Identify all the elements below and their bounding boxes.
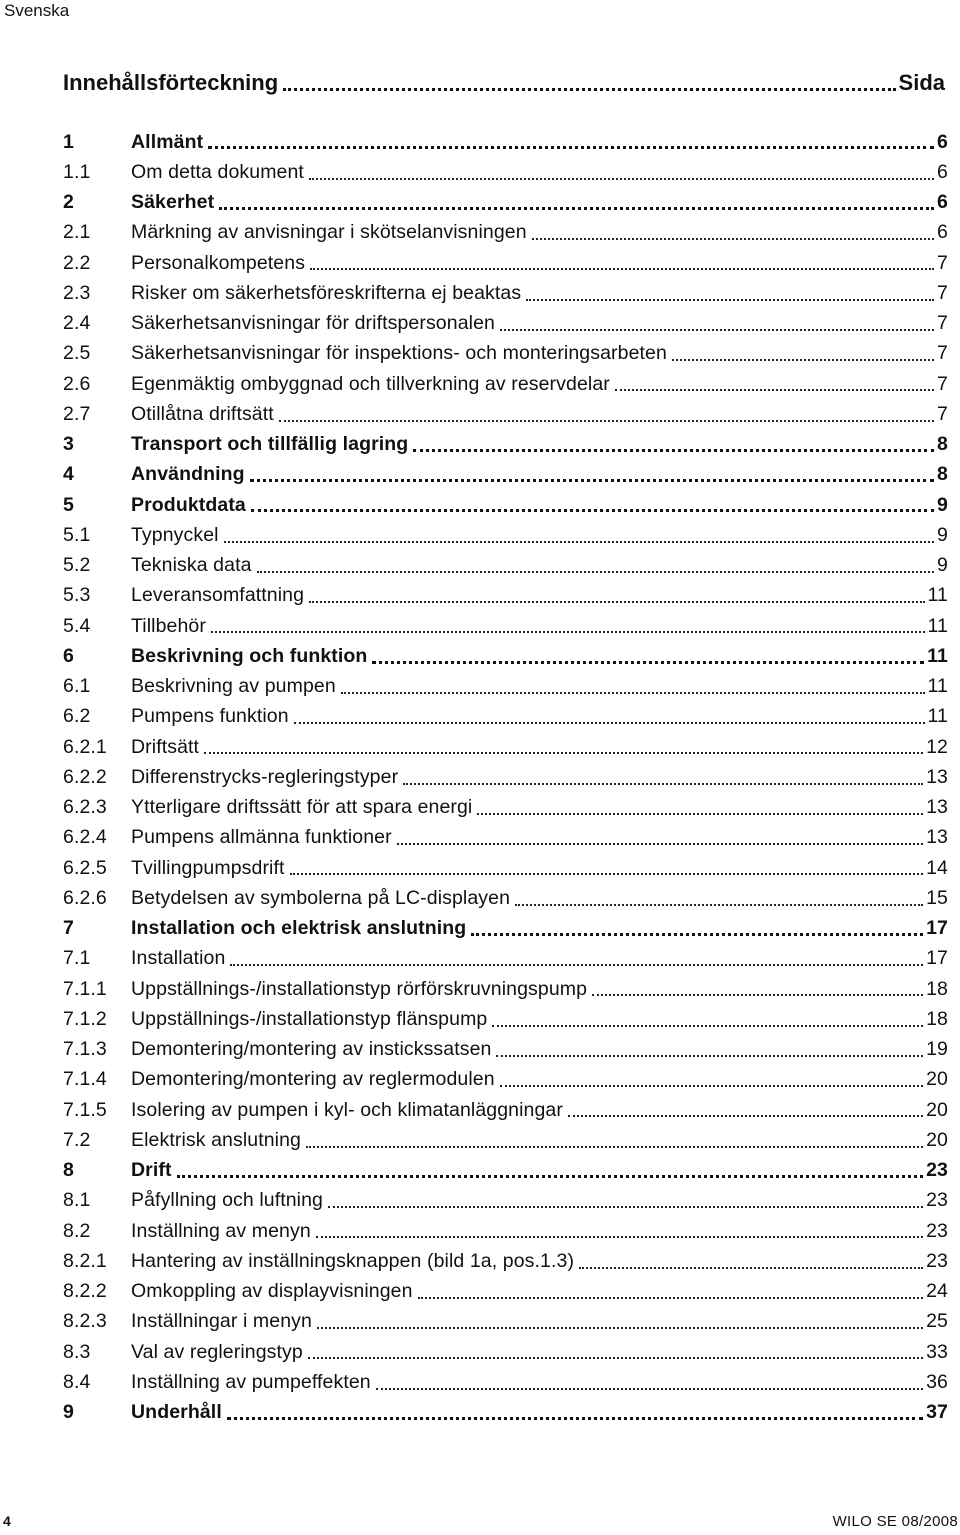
toc-entry[interactable] bbox=[63, 369, 948, 399]
toc-entry-title: Beskrivning och funktion bbox=[131, 644, 368, 667]
toc-entry-title: Säkerhetsanvisningar för inspektions- och monteringsarbeten bbox=[131, 342, 667, 365]
dot-leader bbox=[257, 571, 935, 573]
dot-leader bbox=[592, 994, 923, 996]
toc-entry[interactable] bbox=[63, 490, 948, 520]
footer-brand: WILO SE 08/2008 bbox=[832, 1513, 958, 1530]
toc-entry-page: 23 bbox=[926, 1159, 948, 1182]
toc-entry[interactable] bbox=[63, 1307, 948, 1337]
toc-entry-title: Elektrisk anslutning bbox=[131, 1128, 301, 1151]
dot-leader bbox=[372, 661, 924, 664]
toc-entry[interactable] bbox=[63, 188, 948, 218]
toc-entry-title: Ytterligare driftssätt för att spara energi bbox=[131, 796, 473, 819]
dot-leader bbox=[515, 904, 923, 906]
toc-entry-title: Driftsätt bbox=[131, 735, 200, 758]
dot-leader bbox=[290, 873, 924, 875]
toc-entry-page: 15 bbox=[926, 886, 948, 909]
toc-entry-page: 20 bbox=[926, 1098, 948, 1121]
toc-entry-page: 20 bbox=[926, 1128, 948, 1151]
toc-entry[interactable] bbox=[63, 914, 948, 944]
dot-leader bbox=[500, 1085, 923, 1087]
toc-entry[interactable] bbox=[63, 1125, 948, 1155]
toc-entry-number: 2.3 bbox=[63, 281, 91, 304]
toc-entry-number: 9 bbox=[63, 1401, 74, 1424]
toc-entry-page: 11 bbox=[927, 705, 948, 728]
toc-entry[interactable] bbox=[63, 309, 948, 339]
toc-entry[interactable] bbox=[63, 672, 948, 702]
toc-entry-number: 6.2.1 bbox=[63, 735, 107, 758]
toc-entry-page: 6 bbox=[937, 221, 948, 244]
toc-entry-title: Uppställnings-/installationstyp rörförskruvningspump bbox=[131, 977, 588, 1000]
dot-leader bbox=[500, 329, 934, 331]
dot-leader bbox=[477, 813, 923, 815]
toc-entry-number: 8.2.1 bbox=[63, 1249, 107, 1272]
toc-entry-number: 6 bbox=[63, 644, 74, 667]
toc-entry-page: 23 bbox=[926, 1249, 948, 1272]
toc-entry[interactable] bbox=[63, 641, 948, 671]
dot-leader bbox=[397, 843, 923, 845]
page-column-label: Sida bbox=[898, 70, 945, 95]
toc-entry-page: 24 bbox=[926, 1280, 948, 1303]
dot-leader bbox=[316, 1236, 923, 1238]
toc-entry-page: 37 bbox=[926, 1401, 948, 1424]
toc-entry-number: 6.2.4 bbox=[63, 826, 107, 849]
toc-entry-title: Inställning av menyn bbox=[131, 1219, 311, 1242]
toc-entry-page: 7 bbox=[937, 251, 948, 274]
toc-entry-title: Egenmäktig ombyggnad och tillverkning av reservdelar bbox=[131, 372, 610, 395]
toc-entry-page: 7 bbox=[937, 312, 948, 335]
toc-entry-title: Om detta dokument bbox=[131, 160, 304, 183]
toc-entry-page: 11 bbox=[927, 614, 948, 637]
toc-entry-page: 13 bbox=[926, 796, 948, 819]
toc-entry-title: Märkning av anvisningar i skötselanvisningen bbox=[131, 221, 527, 244]
toc-entry-title: Pumpens allmänna funktioner bbox=[131, 826, 392, 849]
toc-entry-page: 11 bbox=[927, 644, 948, 667]
toc-entry-page: 36 bbox=[926, 1370, 948, 1393]
toc-entry[interactable] bbox=[63, 1035, 948, 1065]
toc-entry[interactable] bbox=[63, 793, 948, 823]
toc-entry-page: 17 bbox=[926, 917, 948, 940]
toc-entry-title: Omkoppling av displayvisningen bbox=[131, 1280, 413, 1303]
toc-entry[interactable] bbox=[63, 1398, 948, 1428]
toc-entry-title: Demontering/montering av reglermodulen bbox=[131, 1068, 495, 1091]
toc-entry[interactable] bbox=[63, 339, 948, 369]
toc-entry-number: 2 bbox=[63, 191, 74, 214]
dot-leader bbox=[309, 178, 934, 180]
toc-entry-title: Underhåll bbox=[131, 1401, 222, 1424]
dot-leader bbox=[403, 783, 923, 785]
toc-entry-title: Otillåtna driftsätt bbox=[131, 402, 274, 425]
toc-entry-title: Pumpens funktion bbox=[131, 705, 289, 728]
footer-page-number: 4 bbox=[3, 1513, 11, 1529]
toc-entry[interactable] bbox=[63, 611, 948, 641]
dot-leader bbox=[317, 1327, 923, 1329]
toc-entry-number: 4 bbox=[63, 463, 74, 486]
toc-entry-title: Personalkompetens bbox=[131, 251, 306, 274]
dot-leader bbox=[496, 1055, 923, 1057]
toc-entry-page: 17 bbox=[926, 947, 948, 970]
toc-entry[interactable] bbox=[63, 944, 948, 974]
dot-leader bbox=[227, 1417, 923, 1420]
dot-leader bbox=[492, 1025, 923, 1027]
toc-entry-title: Betydelsen av symbolerna på LC-displayen bbox=[131, 886, 511, 909]
dot-leader bbox=[211, 631, 925, 633]
toc-entry-number: 5.2 bbox=[63, 554, 91, 577]
toc-entry-number: 2.2 bbox=[63, 251, 91, 274]
toc-entry[interactable] bbox=[63, 1065, 948, 1095]
dot-leader bbox=[413, 449, 934, 452]
toc-entry-page: 7 bbox=[937, 342, 948, 365]
toc-entry-number: 5.1 bbox=[63, 523, 91, 546]
dot-leader bbox=[328, 1206, 923, 1208]
dot-leader bbox=[224, 541, 934, 543]
toc-entry-number: 5 bbox=[63, 493, 74, 516]
dot-leader bbox=[308, 1357, 923, 1359]
toc-entry-page: 23 bbox=[926, 1219, 948, 1242]
toc-entry-number: 2.4 bbox=[63, 312, 91, 335]
toc-entry-title: Beskrivning av pumpen bbox=[131, 675, 336, 698]
toc-entry-title: Säkerhetsanvisningar för driftspersonalen bbox=[131, 312, 495, 335]
toc-entry-number: 8.1 bbox=[63, 1189, 91, 1212]
toc-entry-number: 7.1.4 bbox=[63, 1068, 107, 1091]
toc-entry-number: 6.1 bbox=[63, 675, 91, 698]
toc-entry[interactable] bbox=[63, 157, 948, 187]
toc-entry-number: 5.4 bbox=[63, 614, 91, 637]
toc-entry[interactable] bbox=[63, 1095, 948, 1125]
toc-entry-number: 7.1.5 bbox=[63, 1098, 107, 1121]
dot-leader bbox=[376, 1388, 923, 1390]
toc-entry[interactable] bbox=[63, 1004, 948, 1034]
toc-entry-page: 9 bbox=[937, 493, 948, 516]
toc-entry-page: 9 bbox=[937, 554, 948, 577]
toc-entry-page: 9 bbox=[937, 523, 948, 546]
dot-leader bbox=[471, 933, 923, 936]
toc-entry[interactable] bbox=[63, 218, 948, 248]
dot-leader bbox=[283, 88, 895, 91]
table-of-contents bbox=[63, 127, 948, 1428]
toc-entry-page: 11 bbox=[927, 584, 948, 607]
toc-entry-page: 19 bbox=[926, 1038, 948, 1061]
toc-entry-page: 18 bbox=[926, 1007, 948, 1030]
toc-entry[interactable] bbox=[63, 520, 948, 550]
toc-entry-title: Leveransomfattning bbox=[131, 584, 305, 607]
toc-entry[interactable] bbox=[63, 551, 948, 581]
toc-entry-title: Risker om säkerhetsföreskrifterna ej beaktas bbox=[131, 281, 522, 304]
toc-entry-number: 6.2 bbox=[63, 705, 91, 728]
toc-entry-page: 7 bbox=[937, 402, 948, 425]
toc-entry[interactable] bbox=[63, 1367, 948, 1397]
toc-entry-title: Inställningar i menyn bbox=[131, 1310, 312, 1333]
toc-entry-title: Inställning av pumpeffekten bbox=[131, 1370, 371, 1393]
toc-entry-title: Transport och tillfällig lagring bbox=[131, 433, 409, 456]
toc-entry-number: 8.2.3 bbox=[63, 1310, 107, 1333]
toc-entry[interactable] bbox=[63, 883, 948, 913]
toc-entry-number: 8.2.2 bbox=[63, 1280, 107, 1303]
dot-leader bbox=[279, 420, 934, 422]
toc-entry[interactable] bbox=[63, 732, 948, 762]
dot-leader bbox=[219, 207, 934, 210]
toc-entry[interactable] bbox=[63, 430, 948, 460]
toc-entry-page: 23 bbox=[926, 1189, 948, 1212]
toc-entry[interactable] bbox=[63, 823, 948, 853]
toc-entry-title: Påfyllning och luftning bbox=[131, 1189, 324, 1212]
toc-entry-number: 2.7 bbox=[63, 402, 91, 425]
toc-entry-number: 7.1.3 bbox=[63, 1038, 107, 1061]
toc-entry-title: Säkerhet bbox=[131, 191, 215, 214]
toc-entry-page: 8 bbox=[937, 433, 948, 456]
toc-entry[interactable] bbox=[63, 248, 948, 278]
toc-entry-title: Tillbehör bbox=[131, 614, 206, 637]
toc-entry-page: 6 bbox=[937, 191, 948, 214]
dot-leader bbox=[251, 509, 934, 512]
toc-entry-title: Tekniska data bbox=[131, 554, 252, 577]
toc-entry-number: 8.2 bbox=[63, 1219, 91, 1242]
toc-entry-page: 14 bbox=[926, 856, 948, 879]
toc-entry-title: Differenstrycks-regleringstyper bbox=[131, 765, 399, 788]
toc-entry[interactable] bbox=[63, 399, 948, 429]
dot-leader bbox=[310, 268, 934, 270]
toc-entry-number: 8.4 bbox=[63, 1370, 91, 1393]
toc-entry-page: 13 bbox=[926, 765, 948, 788]
toc-entry[interactable] bbox=[63, 1246, 948, 1276]
toc-entry-page: 13 bbox=[926, 826, 948, 849]
toc-entry[interactable] bbox=[63, 278, 948, 308]
toc-entry-title: Installation och elektrisk anslutning bbox=[131, 917, 467, 940]
toc-entry-number: 7.1.2 bbox=[63, 1007, 107, 1030]
dot-leader bbox=[309, 601, 924, 603]
toc-entry-title: Tvillingpumpsdrift bbox=[131, 856, 285, 879]
toc-entry-page: 7 bbox=[937, 281, 948, 304]
toc-title: Innehållsförteckning bbox=[63, 70, 279, 95]
toc-entry-number: 8.3 bbox=[63, 1340, 91, 1363]
dot-leader bbox=[579, 1267, 923, 1269]
toc-entry-number: 8 bbox=[63, 1159, 74, 1182]
dot-leader bbox=[418, 1297, 924, 1299]
toc-entry[interactable] bbox=[63, 581, 948, 611]
toc-entry-page: 18 bbox=[926, 977, 948, 1000]
dot-leader bbox=[568, 1115, 923, 1117]
toc-entry-page: 33 bbox=[926, 1340, 948, 1363]
toc-entry-number: 2.5 bbox=[63, 342, 91, 365]
toc-entry-page: 20 bbox=[926, 1068, 948, 1091]
dot-leader bbox=[341, 692, 925, 694]
toc-entry-page: 6 bbox=[937, 130, 948, 153]
toc-entry-title: Allmänt bbox=[131, 130, 204, 153]
dot-leader bbox=[615, 389, 934, 391]
dot-leader bbox=[177, 1175, 924, 1178]
toc-entry-title: Isolering av pumpen i kyl- och klimatanläggningar bbox=[131, 1098, 563, 1121]
toc-entry-number: 1.1 bbox=[63, 160, 91, 183]
toc-entry-number: 7.1.1 bbox=[63, 977, 107, 1000]
toc-entry-number: 7 bbox=[63, 917, 74, 940]
toc-entry-number: 6.2.5 bbox=[63, 856, 107, 879]
toc-entry-page: 11 bbox=[927, 675, 948, 698]
dot-leader bbox=[204, 752, 923, 754]
toc-entry-title: Val av regleringstyp bbox=[131, 1340, 303, 1363]
dot-leader bbox=[208, 146, 934, 149]
toc-heading bbox=[63, 68, 945, 96]
toc-entry-number: 2.1 bbox=[63, 221, 91, 244]
toc-entry-page: 25 bbox=[926, 1310, 948, 1333]
toc-entry-title: Typnyckel bbox=[131, 523, 219, 546]
toc-entry-number: 6.2.2 bbox=[63, 765, 107, 788]
toc-entry-title: Uppställnings-/installationstyp flänspump bbox=[131, 1007, 488, 1030]
dot-leader bbox=[526, 299, 934, 301]
toc-entry-number: 2.6 bbox=[63, 372, 91, 395]
toc-entry-title: Installation bbox=[131, 947, 226, 970]
dot-leader bbox=[250, 479, 934, 482]
toc-entry[interactable] bbox=[63, 1216, 948, 1246]
toc-entry-title: Demontering/montering av instickssatsen bbox=[131, 1038, 492, 1061]
toc-entry[interactable] bbox=[63, 974, 948, 1004]
toc-entry[interactable] bbox=[63, 127, 948, 157]
toc-entry-number: 6.2.6 bbox=[63, 886, 107, 909]
toc-entry-number: 1 bbox=[63, 130, 74, 153]
dot-leader bbox=[306, 1146, 923, 1148]
toc-entry[interactable] bbox=[63, 1277, 948, 1307]
toc-entry-number: 7.1 bbox=[63, 947, 91, 970]
toc-entry-title: Hantering av inställningsknappen (bild 1a, pos.1.3) bbox=[131, 1249, 575, 1272]
toc-entry-number: 3 bbox=[63, 433, 74, 456]
dot-leader bbox=[532, 238, 934, 240]
dot-leader bbox=[672, 359, 934, 361]
toc-entry[interactable] bbox=[63, 460, 948, 490]
toc-entry[interactable] bbox=[63, 1186, 948, 1216]
toc-entry-number: 5.3 bbox=[63, 584, 91, 607]
toc-entry[interactable] bbox=[63, 853, 948, 883]
toc-entry-page: 7 bbox=[937, 372, 948, 395]
dot-leader bbox=[294, 722, 925, 724]
toc-entry[interactable] bbox=[63, 762, 948, 792]
toc-entry-title: Drift bbox=[131, 1159, 172, 1182]
dot-leader bbox=[230, 964, 923, 966]
toc-entry-title: Produktdata bbox=[131, 493, 246, 516]
toc-entry-page: 8 bbox=[937, 463, 948, 486]
toc-entry-number: 6.2.3 bbox=[63, 796, 107, 819]
toc-entry[interactable] bbox=[63, 1156, 948, 1186]
toc-entry[interactable] bbox=[63, 1337, 948, 1367]
toc-entry-title: Användning bbox=[131, 463, 245, 486]
toc-entry-number: 7.2 bbox=[63, 1128, 91, 1151]
toc-entry[interactable] bbox=[63, 702, 948, 732]
toc-entry-page: 12 bbox=[926, 735, 948, 758]
toc-entry-page: 6 bbox=[937, 160, 948, 183]
language-label: Svenska bbox=[4, 1, 70, 20]
